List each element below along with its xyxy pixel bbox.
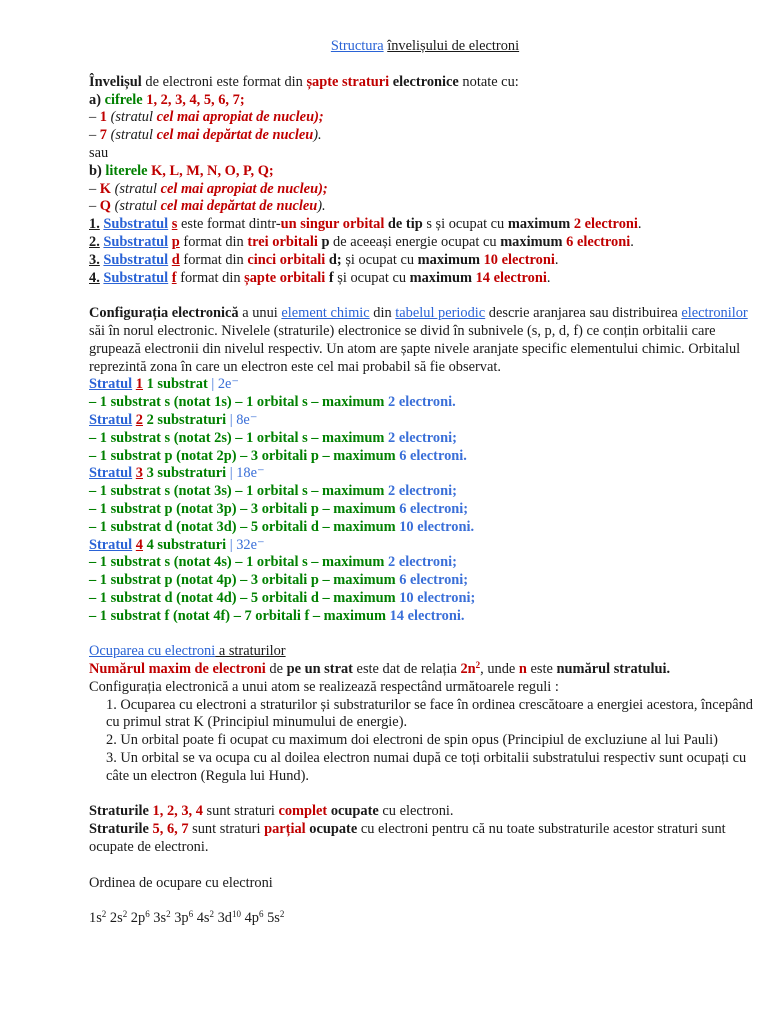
rule-2: 2. Un orbital poate fi ocupat cu maximum doi electroni de spin opus (Principiul de excluziune al lui Pauli) bbox=[106, 732, 718, 749]
title-text: învelișului de electroni bbox=[387, 38, 520, 54]
ocupare-line-1: Numărul maxim de electroni de pe un strat este dat de relația $2n^2$, unde n este numărul stratului. bbox=[89, 660, 671, 678]
element-chimic-link[interactable]: element chimic bbox=[281, 305, 370, 322]
intro-text: de electroni este format din bbox=[141, 73, 307, 90]
layer-2-row-p: – 1 substrat p (notat 2p) – 3 orbitali p – maximum 6 electroni. bbox=[89, 447, 467, 464]
layer-4-row-f: – 1 substrat f (notat 4f) – 7 orbitali f – maximum 14 electroni. bbox=[89, 607, 465, 624]
layer-4-row-p: – 1 substrat p (notat 4p) – 3 orbitali p – maximum 6 electroni; bbox=[89, 572, 469, 589]
layer-1-row-s: – 1 substrat s (notat 1s) – 1 orbital s – maximum 2 electroni. bbox=[89, 394, 456, 411]
stratul-4-link[interactable]: Stratul bbox=[89, 536, 133, 553]
intro-electronic: electronice bbox=[389, 73, 459, 90]
list-a-item-7: – 7 (stratul cel mai depărtat de nucleu). bbox=[89, 127, 322, 144]
ocupare-head: Ocuparea cu electroni a straturilor bbox=[89, 643, 286, 660]
title-link[interactable]: Structura bbox=[330, 38, 384, 54]
substrat-f-link[interactable]: Substratul bbox=[103, 269, 169, 286]
intro-term: Învelișul bbox=[89, 73, 142, 90]
page-title bbox=[89, 38, 761, 56]
document-body bbox=[89, 38, 761, 928]
intro-end: notate cu: bbox=[458, 73, 519, 90]
tabelul-periodic-link[interactable]: tabelul periodic bbox=[395, 305, 486, 322]
list-b-item-q: – Q (stratul cel mai depărtat de nucleu). bbox=[89, 198, 326, 215]
layer-3-row-s: – 1 substrat s (notat 3s) – 1 orbital s – maximum 2 electroni; bbox=[89, 483, 457, 500]
rule-1: 1. Ocuparea cu electroni a straturilor și substraturilor se face în ordinea crescătoare a energiei acestora, începând cu primul strat K (Principiul minumului de energie). bbox=[106, 696, 754, 731]
stratul-3-link[interactable]: Stratul bbox=[89, 465, 133, 482]
partial-line: Straturile 5, 6, 7 sunt straturi parțial ocupate cu electroni pentru că nu toate substraturile acestor straturi sunt ocupate de electroni. bbox=[89, 821, 726, 856]
substrat-p-line: 2. Substratul p format din trei orbitali p de aceeași energie ocupat cu maximum 6 electroni. bbox=[89, 233, 634, 250]
substrat-p-link[interactable]: Substratul bbox=[103, 233, 169, 250]
layer-4-row-s: – 1 substrat s (notat 4s) – 1 orbital s – maximum 2 electroni; bbox=[89, 554, 457, 571]
layer-1-head: Stratul 1 1 substrat | 2e⁻ bbox=[89, 376, 240, 393]
order-sequence: $1s^2$ $2s^2$ $2p^6$ $3s^2$ $3p^6$ $4s^2$ $3d^{10}$ $4p^6$ $5s^2$ bbox=[89, 909, 285, 927]
layer-2-head: Stratul 2 2 substraturi | 8e⁻ bbox=[89, 411, 258, 428]
layer-3-head: Stratul 3 3 substraturi | 18e⁻ bbox=[89, 465, 265, 482]
substrat-s-line: 1. Substratul s este format dintr-un singur orbital de tip s și ocupat cu maximum 2 electroni. bbox=[89, 216, 642, 233]
rule-3: 3. Un orbital se va ocupa cu al doilea electron numai după ce toți orbitalii substratului respectiv sunt ocupați cu câte un electron (Regula lui Hund). bbox=[106, 750, 747, 784]
substrat-d-link[interactable]: Substratul bbox=[103, 251, 169, 268]
substrat-s-link[interactable]: Substratul bbox=[103, 216, 169, 233]
layer-4-head: Stratul 4 4 substraturi | 32e⁻ bbox=[89, 536, 265, 553]
ocuparea-link[interactable]: Ocuparea cu electroni bbox=[89, 643, 216, 660]
ocupare-line-2: Configurația electronică a unui atom se realizează respectând următoarele reguli : bbox=[89, 678, 559, 695]
list-a-head: a) cifrele 1, 2, 3, 4, 5, 6, 7; bbox=[89, 91, 245, 108]
stratul-2-link[interactable]: Stratul bbox=[89, 411, 133, 428]
layer-3-row-d: – 1 substrat d (notat 3d) – 5 orbitali d – maximum 10 electroni. bbox=[89, 518, 475, 535]
list-b-head: b) literele K, L, M, N, O, P, Q; bbox=[89, 162, 274, 179]
order-title: Ordinea de ocupare cu electroni bbox=[89, 874, 273, 891]
layer-4-row-d: – 1 substrat d (notat 4d) – 5 orbitali d – maximum 10 electroni; bbox=[89, 589, 476, 606]
layer-2-row-s: – 1 substrat s (notat 2s) – 1 orbital s – maximum 2 electroni; bbox=[89, 429, 457, 446]
substrat-d-line: 3. Substratul d format din cinci orbitali d; și ocupat cu maximum 10 electroni. bbox=[89, 251, 559, 268]
intro-line bbox=[89, 74, 761, 92]
electronilor-link[interactable]: electronilor bbox=[681, 305, 748, 322]
config-paragraph: Configurația electronică a unui element chimic din tabelul periodic descrie aranjarea sau distribuirea electronilor săi în norul electronic. Nivelele (straturile) electronice se divid în subnivele (s, p, d, f) ce conțin orbitalii care grupează electronii din nivelul respectiv. Un atom are șapte nivele aranjate specific elementului chimic. Orbitalul reprezintă zona în care un electron este cel mai probabil să fie observat. bbox=[89, 305, 748, 375]
sau-line: sau bbox=[89, 144, 109, 161]
list-a-item-1: – 1 (stratul cel mai apropiat de nucleu); bbox=[89, 109, 324, 126]
intro-seven: șapte straturi bbox=[306, 73, 390, 90]
stratul-1-link[interactable]: Stratul bbox=[89, 376, 133, 393]
layer-3-row-p: – 1 substrat p (notat 3p) – 3 orbitali p – maximum 6 electroni; bbox=[89, 500, 469, 517]
list-b-item-k: – K (stratul cel mai apropiat de nucleu); bbox=[89, 180, 328, 197]
complete-line: Straturile 1, 2, 3, 4 sunt straturi complet ocupate cu electroni. bbox=[89, 803, 454, 820]
substrat-f-line: 4. Substratul f format din șapte orbitali f și ocupat cu maximum 14 electroni. bbox=[89, 269, 551, 286]
